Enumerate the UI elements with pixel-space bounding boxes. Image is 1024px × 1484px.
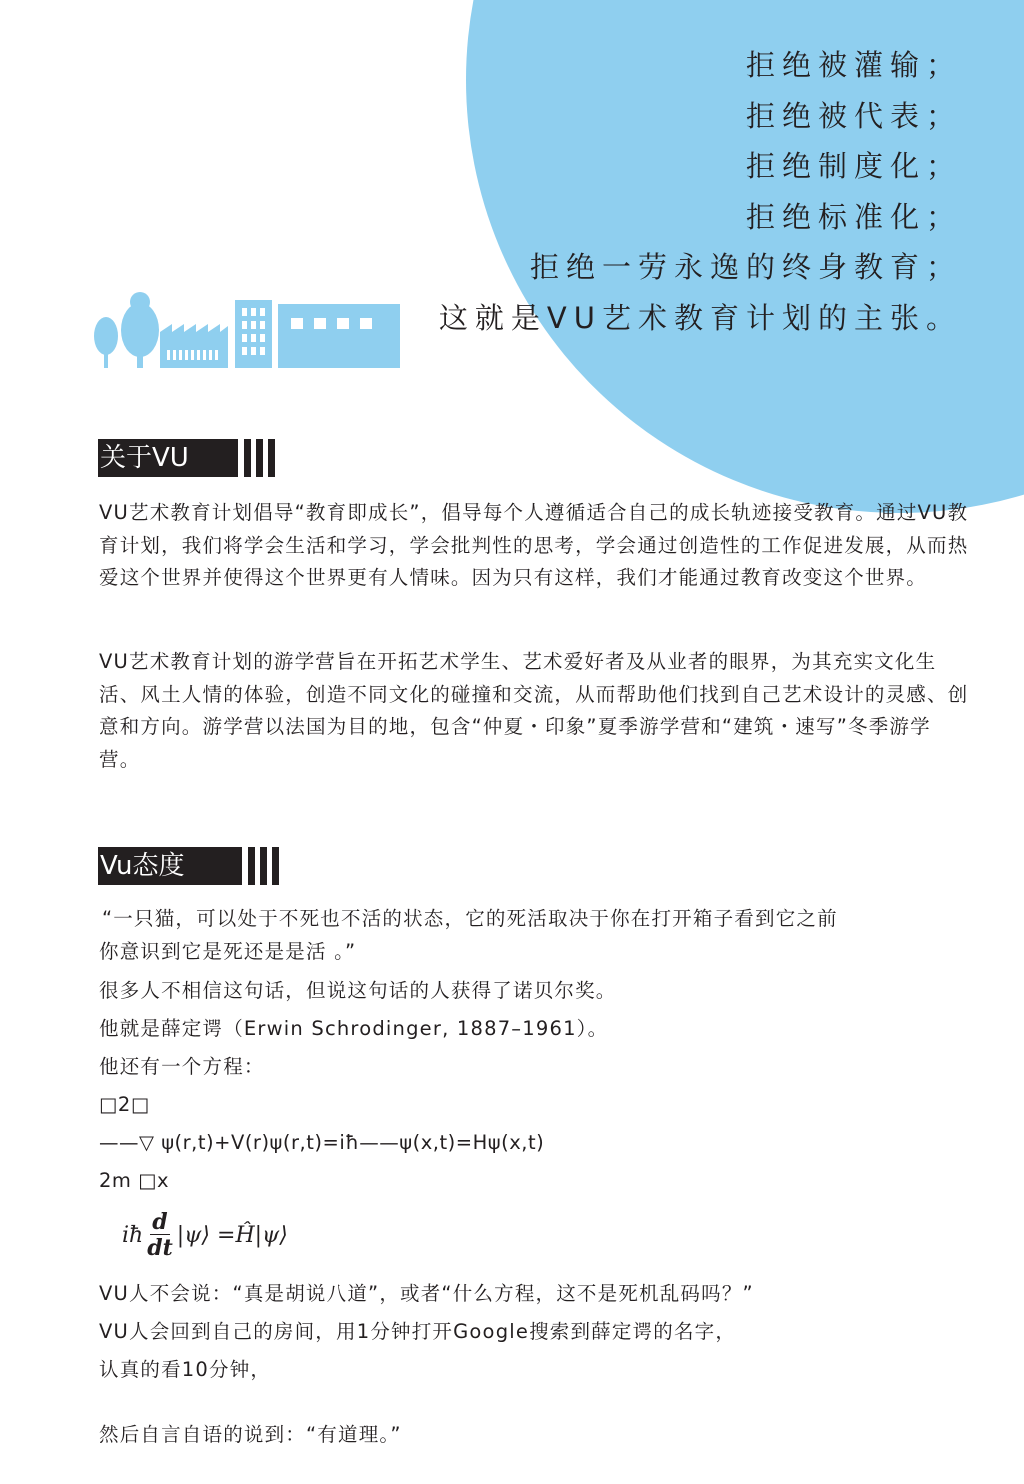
- equation-prefix: iħ: [122, 1223, 144, 1248]
- equation-suffix: |ψ⟩ =Ĥ|ψ⟩: [176, 1223, 288, 1248]
- section-header-about: [98, 439, 275, 477]
- equation-text-line: ——▽ ψ(r,t)+V(r)ψ(r,t)=iħ——ψ(x,t)=Hψ(x,t): [99, 1131, 545, 1154]
- header-bar: [248, 847, 255, 885]
- quote-line: 你意识到它是死还是是活 。”: [99, 940, 357, 963]
- schrodinger-equation: [122, 1210, 288, 1261]
- slogan-line: 拒绝制度化；: [745, 149, 962, 184]
- slogan-line: 这就是VU艺术教育计划的主张。: [438, 300, 962, 335]
- equation-text-line: □2□: [99, 1093, 150, 1116]
- fraction-numerator: d: [152, 1209, 168, 1235]
- equation-fraction: [145, 1210, 175, 1261]
- about-paragraph: VU艺术教育计划的游学营旨在开拓艺术学生、艺术爱好者及从业者的眼界，为其充实文化生活、风土人情的体验，创造不同文化的碰撞和交流，从而帮助他们找到自己艺术设计的灵感、创意和方向。游学营以法国为目的地，包含“仲夏・印象”夏季游学营和“建筑・速写”冬季游学营。: [99, 650, 969, 771]
- quote-line: “一只猫，可以处于不死也不活的状态，它的死活取决于你在打开箱子看到它之前: [102, 907, 838, 930]
- slogan-block: [439, 40, 962, 344]
- text-line: 很多人不相信这句话，但说这句话的人获得了诺贝尔奖。: [99, 979, 617, 1002]
- text-line: 然后自言自语的说到：“有道理。”: [99, 1423, 402, 1446]
- about-paragraph: VU艺术教育计划倡导“教育即成长”，倡导每个人遵循适合自己的成长轨迹接受教育。通过VU教育计划，我们将学会生活和学习，学会批判性的思考，学会通过创造性的工作促进发展，从而热爱这个世界并使得这个世界更有人情味。因为只有这样，我们才能通过教育改变这个世界。: [99, 501, 969, 589]
- text-line: VU人会回到自己的房间，用1分钟打开Google搜索到薛定谔的名字，: [99, 1320, 737, 1343]
- header-bar: [256, 439, 263, 477]
- header-bar: [260, 847, 267, 885]
- text-line: 他还有一个方程：: [99, 1055, 265, 1078]
- slogan-line: 拒绝被代表；: [745, 98, 962, 133]
- text-line: 认真的看10分钟，: [99, 1358, 272, 1381]
- slogan-line: 拒绝被灌输；: [745, 48, 962, 82]
- header-bar: [268, 439, 275, 477]
- section-title: 关于VU: [98, 439, 238, 477]
- header-bar: [272, 847, 279, 885]
- city-skyline-icon: [92, 290, 402, 370]
- section-header-attitude: [98, 847, 279, 885]
- equation-text-line: 2m □x: [99, 1169, 170, 1192]
- section-title: Vu态度: [98, 847, 242, 885]
- slogan-line: 拒绝一劳永逸的终身教育；: [529, 250, 962, 285]
- header-bar: [244, 439, 251, 477]
- slogan-line: 拒绝标准化；: [745, 199, 962, 234]
- text-line: VU人不会说：“真是胡说八道”，或者“什么方程，这不是死机乱码吗？”: [99, 1282, 754, 1305]
- text-line: 他就是薛定谔（Erwin Schrodinger, 1887–1961）。: [99, 1017, 609, 1040]
- fraction-denominator: dt: [147, 1235, 173, 1261]
